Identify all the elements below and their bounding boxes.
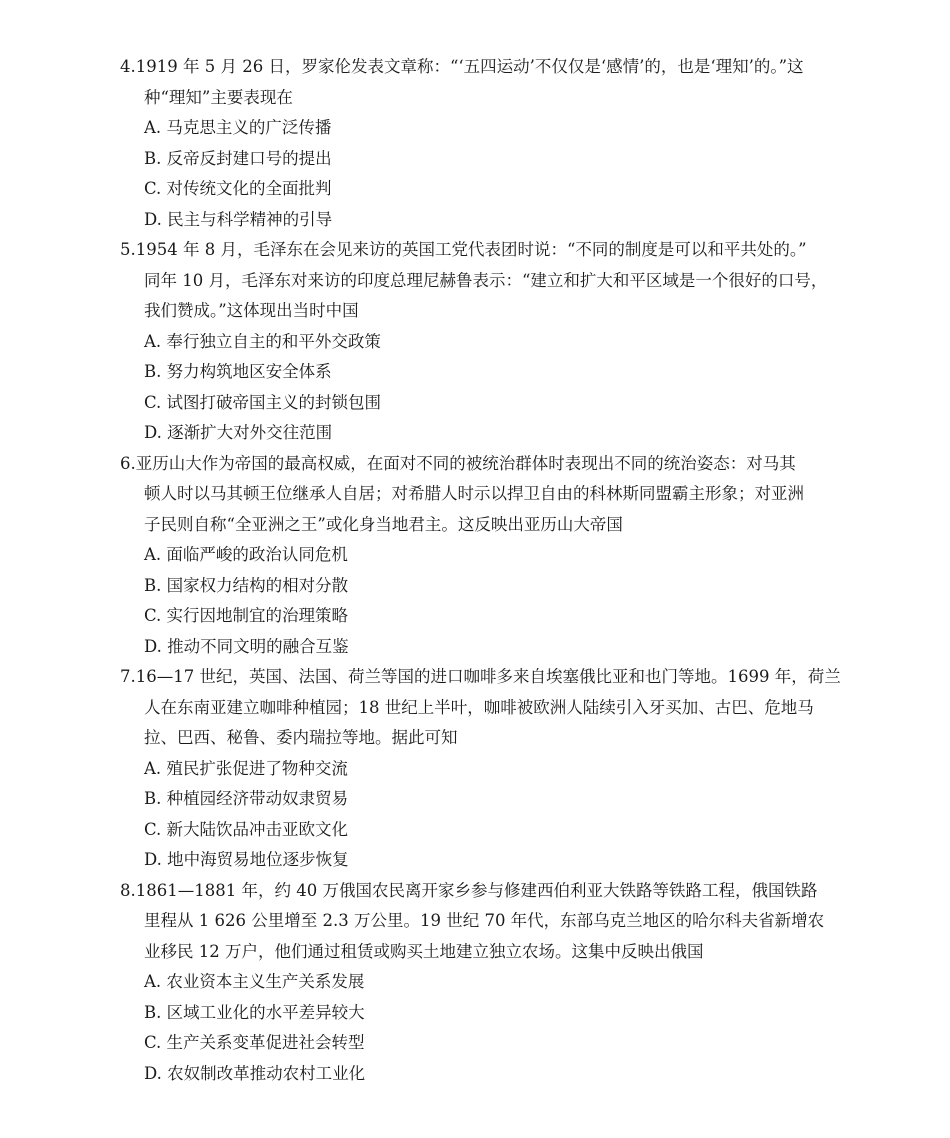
- option-b: B. 努力构筑地区安全体系: [144, 362, 332, 381]
- option-b: B. 种植园经济带动奴隶贸易: [144, 789, 349, 808]
- question-stem-line: 里程从 1 626 公里增至 2.3 万公里。19 世纪 70 年代，东部乌克兰地区的哈尔科夫省新增农: [144, 911, 825, 930]
- option-b: B. 国家权力结构的相对分散: [144, 575, 349, 595]
- question-stem-line: 7.16—17 世纪，英国、法国、荷兰等国的进口咖啡多来自埃塞俄比亚和也门等地。1699 年，荷兰: [120, 667, 841, 686]
- question-stem-line: 子民则自称“全亚洲之王”或化身当地君主。这反映出亚历山大帝国: [144, 514, 623, 534]
- option-d: D. 民主与科学精神的引导: [144, 209, 333, 229]
- question-stem-line: 种“理知”主要表现在: [144, 87, 293, 107]
- option-a: A. 农业资本主义生产关系发展: [144, 972, 365, 991]
- question-stem-line: 8.1861—1881 年，约 40 万俄国农民离开家乡参与修建西伯利亚大铁路等铁路工程，俄国铁路: [120, 880, 818, 900]
- option-b: B. 区域工业化的水平差异较大: [144, 1002, 365, 1022]
- question-8: [120, 876, 850, 1090]
- question-stem-line: 我们赞成。”这体现出当时中国: [144, 301, 359, 320]
- question-stem-line: 顿人时以马其顿王位继承人自居；对希腊人时示以捍卫自由的科林斯同盟霸主形象；对亚洲: [144, 484, 804, 503]
- option-c: C. 生产关系变革促进社会转型: [144, 1033, 365, 1052]
- option-a: A. 马克思主义的广泛传播: [144, 118, 332, 137]
- question-stem-line: 同年 10 月，毛泽东对来访的印度总理尼赫鲁表示：“建立和扩大和平区域是一个很好的口号，: [144, 270, 828, 290]
- question-5: [120, 235, 850, 449]
- question-stem-line: 拉、巴西、秘鲁、委内瑞拉等地。据此可知: [144, 728, 458, 747]
- option-a: A. 奉行独立自主的和平外交政策: [144, 331, 381, 351]
- question-stem-line: 4.1919 年 5 月 26 日，罗家伦发表文章称：“‘五四运动’不仅仅是‘感情’的，也是‘理知’的。”这: [120, 57, 804, 76]
- option-c: C. 对传统文化的全面批判: [144, 179, 332, 198]
- question-stem-line: 5.1954 年 8 月，毛泽东在会见来访的英国工党代表团时说：“不同的制度是可以和平共处的。”: [120, 240, 807, 259]
- question-6: [120, 449, 850, 663]
- option-b: B. 反帝反封建口号的提出: [144, 148, 332, 168]
- question-stem-line: 6.亚历山大作为帝国的最高权威，在面对不同的被统治群体时表现出不同的统治姿态：对马其: [120, 453, 796, 473]
- option-a: A. 面临严峻的政治认同危机: [144, 545, 348, 564]
- question-4: [120, 52, 850, 235]
- option-d: D. 地中海贸易地位逐步恢复: [144, 850, 349, 869]
- option-c: C. 试图打破帝国主义的封锁包围: [144, 392, 382, 412]
- option-c: C. 实行因地制宜的治理策略: [144, 606, 349, 625]
- option-a: A. 殖民扩张促进了物种交流: [144, 758, 348, 778]
- option-d: D. 推动不同文明的融合互鉴: [144, 636, 349, 656]
- question-7: [120, 662, 850, 876]
- option-d: D. 逐渐扩大对外交往范围: [144, 423, 333, 442]
- question-stem-line: 业移民 12 万户，他们通过租赁或购买土地建立独立农场。这集中反映出俄国: [144, 941, 704, 961]
- option-d: D. 农奴制改革推动农村工业化: [144, 1063, 366, 1083]
- option-c: C. 新大陆饮品冲击亚欧文化: [144, 819, 349, 839]
- question-stem-line: 人在东南亚建立咖啡种植园；18 世纪上半叶，咖啡被欧洲人陆续引入牙买加、古巴、危地马: [144, 697, 814, 717]
